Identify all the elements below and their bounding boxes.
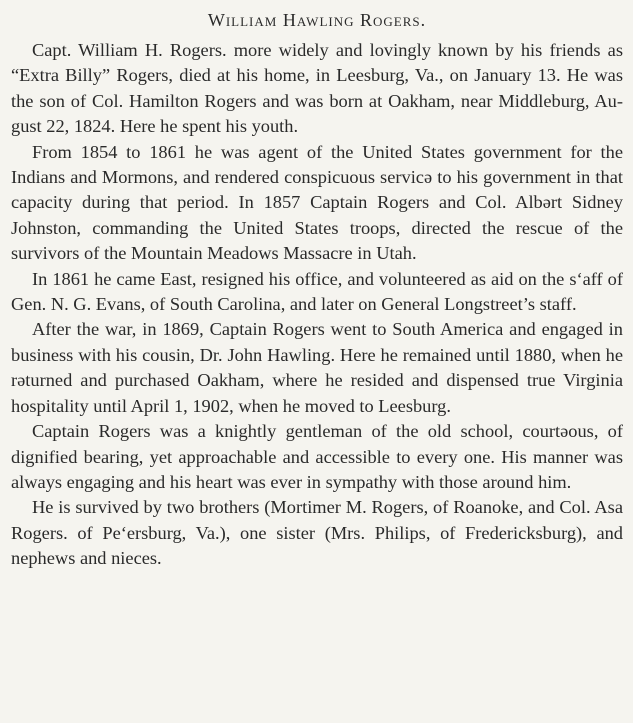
article-title: William Hawling Rogers. bbox=[207, 10, 427, 30]
paragraph-survivors: He is survived by two brothers (Mortimer M. Rogers, of Roanoke, and Col. Asa Rogers. of Peʻersburg, Va.), one sister (Mrs. Philips, of Fredericksburg), and nephews and nieces. bbox=[11, 497, 623, 569]
paragraph-obituary-intro: Capt. William H. Rogers. more widely and lovingly known by his friends as “Extra Billy” Rogers, died at his home, in Leesburg, Va., on January 13. He was the son of Col. Hamilton Rogers and was born at Oakham, near Middleburg, August 22, 1824. Here he spent his youth. bbox=[11, 40, 623, 137]
paragraph-after-war: After the war, in 1869, Captain Rogers went to South America and engaged in business with his cousin, Dr. John Hawling. Here he remained until 1880, when he rəturned and purchased Oakham, where he resided and dispensed true Virginia hospitality until April 1, 1902, when he moved to Leesburg. bbox=[11, 319, 623, 416]
paragraph-government-service: From 1854 to 1861 he was agent of the United States government for the Indians and Mormons, and rendered conspicuous servicə to his government in that capacity during that period. In 1857 Captain Rogers and Col. Albərt Sidney Johnston, commanding the United States troops, directed the rescue of the survivors of the Mountain Meadows Massacre in Utah. bbox=[11, 141, 623, 264]
paragraph-war-service: In 1861 he came East, resigned his office, and volunteered as aid on the sʻaff of Gen. N. G. Evans, of South Carolina, and later on General Longstreet’s staff. bbox=[11, 268, 623, 315]
paragraph-character: Captain Rogers was a knightly gentleman of the old school, courtəous, of dignified bearing, yet approachable and accessible to every one. His manner was always engaging and his heart was ever in sympathy with those around him. bbox=[11, 421, 623, 492]
